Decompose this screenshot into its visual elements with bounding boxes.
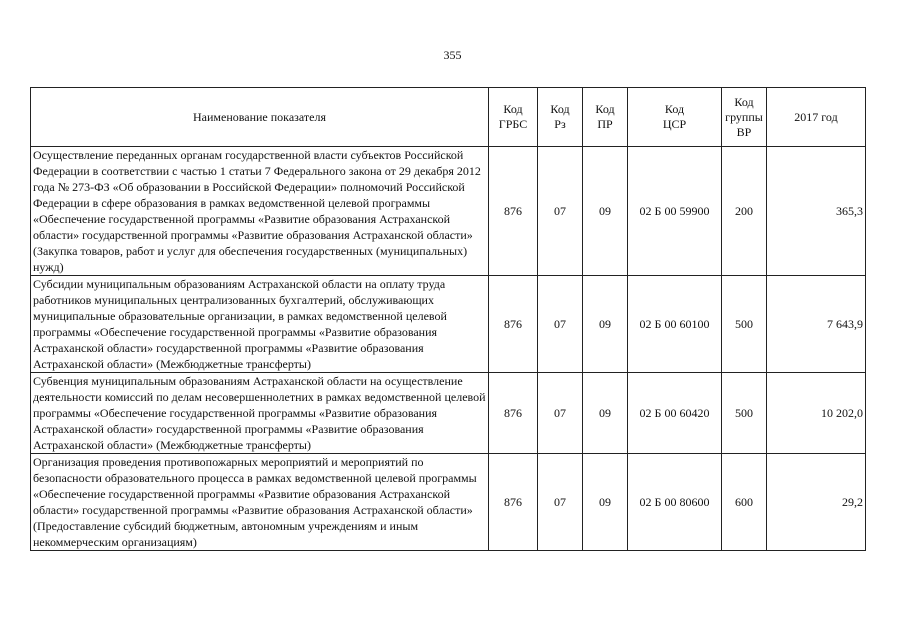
header-vr-line3: ВР bbox=[736, 124, 752, 139]
header-pr-line1: Код bbox=[595, 102, 615, 116]
row-vr: 500 bbox=[722, 276, 767, 373]
header-rz-line1: Код bbox=[550, 102, 570, 116]
page-number: 355 bbox=[443, 48, 462, 62]
header-pr-line2: ПР bbox=[597, 117, 613, 131]
header-rz-line2: Рз bbox=[554, 117, 566, 131]
header-vr-line2: группы bbox=[725, 109, 763, 124]
header-csr bbox=[628, 88, 722, 147]
table-header bbox=[31, 88, 866, 147]
table-row bbox=[31, 147, 866, 276]
row-pr: 09 bbox=[583, 276, 628, 373]
row-pr: 09 bbox=[583, 454, 628, 551]
row-rz: 07 bbox=[538, 276, 583, 373]
table-body bbox=[31, 147, 866, 551]
header-rz bbox=[538, 88, 583, 147]
table-row bbox=[31, 454, 866, 551]
row-pr: 09 bbox=[583, 373, 628, 454]
row-vr: 200 bbox=[722, 147, 767, 276]
row-pr: 09 bbox=[583, 147, 628, 276]
header-pr bbox=[583, 88, 628, 147]
header-name bbox=[31, 88, 489, 147]
table-row bbox=[31, 373, 866, 454]
row-name: Субвенция муниципальным образованиям Астраханской области на осуществление деятельности комиссий по делам несовершеннолетних в рамках ведомственной целевой программы «Обеспечение государственной программы «Развитие образования Астраханской области» государственной программы «Развитие образования Астраханской области» (Межбюджетные трансферты) bbox=[31, 373, 489, 454]
row-csr: 02 Б 00 60420 bbox=[628, 373, 722, 454]
header-row bbox=[31, 88, 866, 147]
row-grbs: 876 bbox=[489, 373, 538, 454]
header-vr bbox=[722, 88, 767, 147]
header-grbs-line2: ГРБС bbox=[498, 117, 528, 131]
header-csr-line1: Код bbox=[664, 102, 685, 116]
row-grbs: 876 bbox=[489, 276, 538, 373]
header-year bbox=[767, 88, 866, 147]
row-amount: 29,2 bbox=[767, 454, 866, 551]
header-year-label: 2017 год bbox=[794, 109, 838, 124]
row-grbs: 876 bbox=[489, 454, 538, 551]
header-grbs bbox=[489, 88, 538, 147]
row-csr: 02 Б 00 60100 bbox=[628, 276, 722, 373]
row-amount: 7 643,9 bbox=[767, 276, 866, 373]
budget-table bbox=[30, 87, 866, 551]
row-name: Субсидии муниципальным образованиям Астраханской области на оплату труда работников муниципальных централизованных бухгалтерий, обслуживающих муниципальные образовательные организации, в рамках ведомственной целевой программы «Обеспечение государственной программы «Развитие образования Астраханской области» государственной программы «Развитие образования Астраханской области» (Межбюджетные трансферты) bbox=[31, 276, 489, 373]
table-row bbox=[31, 276, 866, 373]
row-name: Осуществление переданных органам государственной власти субъектов Российской Федерации в соответствии с частью 1 статьи 7 Федерального закона от 29 декабря 2012 года № 273-ФЗ «Об образовании в Российской Федерации» полномочий Российской Федерации в сфере образования в рамках ведомственной целевой программы «Обеспечение государственной программы «Развитие образования Астраханской области» государственной программы «Развитие образования Астраханской области» (Закупка товаров, работ и услуг для обеспечения государственных (муниципальных) нужд) bbox=[31, 147, 489, 276]
header-grbs-line1: Код bbox=[503, 102, 523, 116]
row-amount: 10 202,0 bbox=[767, 373, 866, 454]
row-rz: 07 bbox=[538, 373, 583, 454]
row-csr: 02 Б 00 80600 bbox=[628, 454, 722, 551]
header-csr-line2: ЦСР bbox=[662, 117, 687, 131]
row-csr: 02 Б 00 59900 bbox=[628, 147, 722, 276]
row-rz: 07 bbox=[538, 454, 583, 551]
header-name-label: Наименование показателя bbox=[193, 109, 326, 124]
row-vr: 500 bbox=[722, 373, 767, 454]
row-rz: 07 bbox=[538, 147, 583, 276]
row-vr: 600 bbox=[722, 454, 767, 551]
row-name: Организация проведения противопожарных мероприятий и мероприятий по безопасности образовательного процесса в рамках ведомственной целевой программы «Обеспечение государственной программы «Развитие образования Астраханской области» государственной программы «Развитие образования Астраханской области» (Предоставление субсидий бюджетным, автономным учреждениям и иным некоммерческим организациям) bbox=[31, 454, 489, 551]
header-vr-line1: Код bbox=[734, 94, 754, 109]
row-amount: 365,3 bbox=[767, 147, 866, 276]
row-grbs: 876 bbox=[489, 147, 538, 276]
